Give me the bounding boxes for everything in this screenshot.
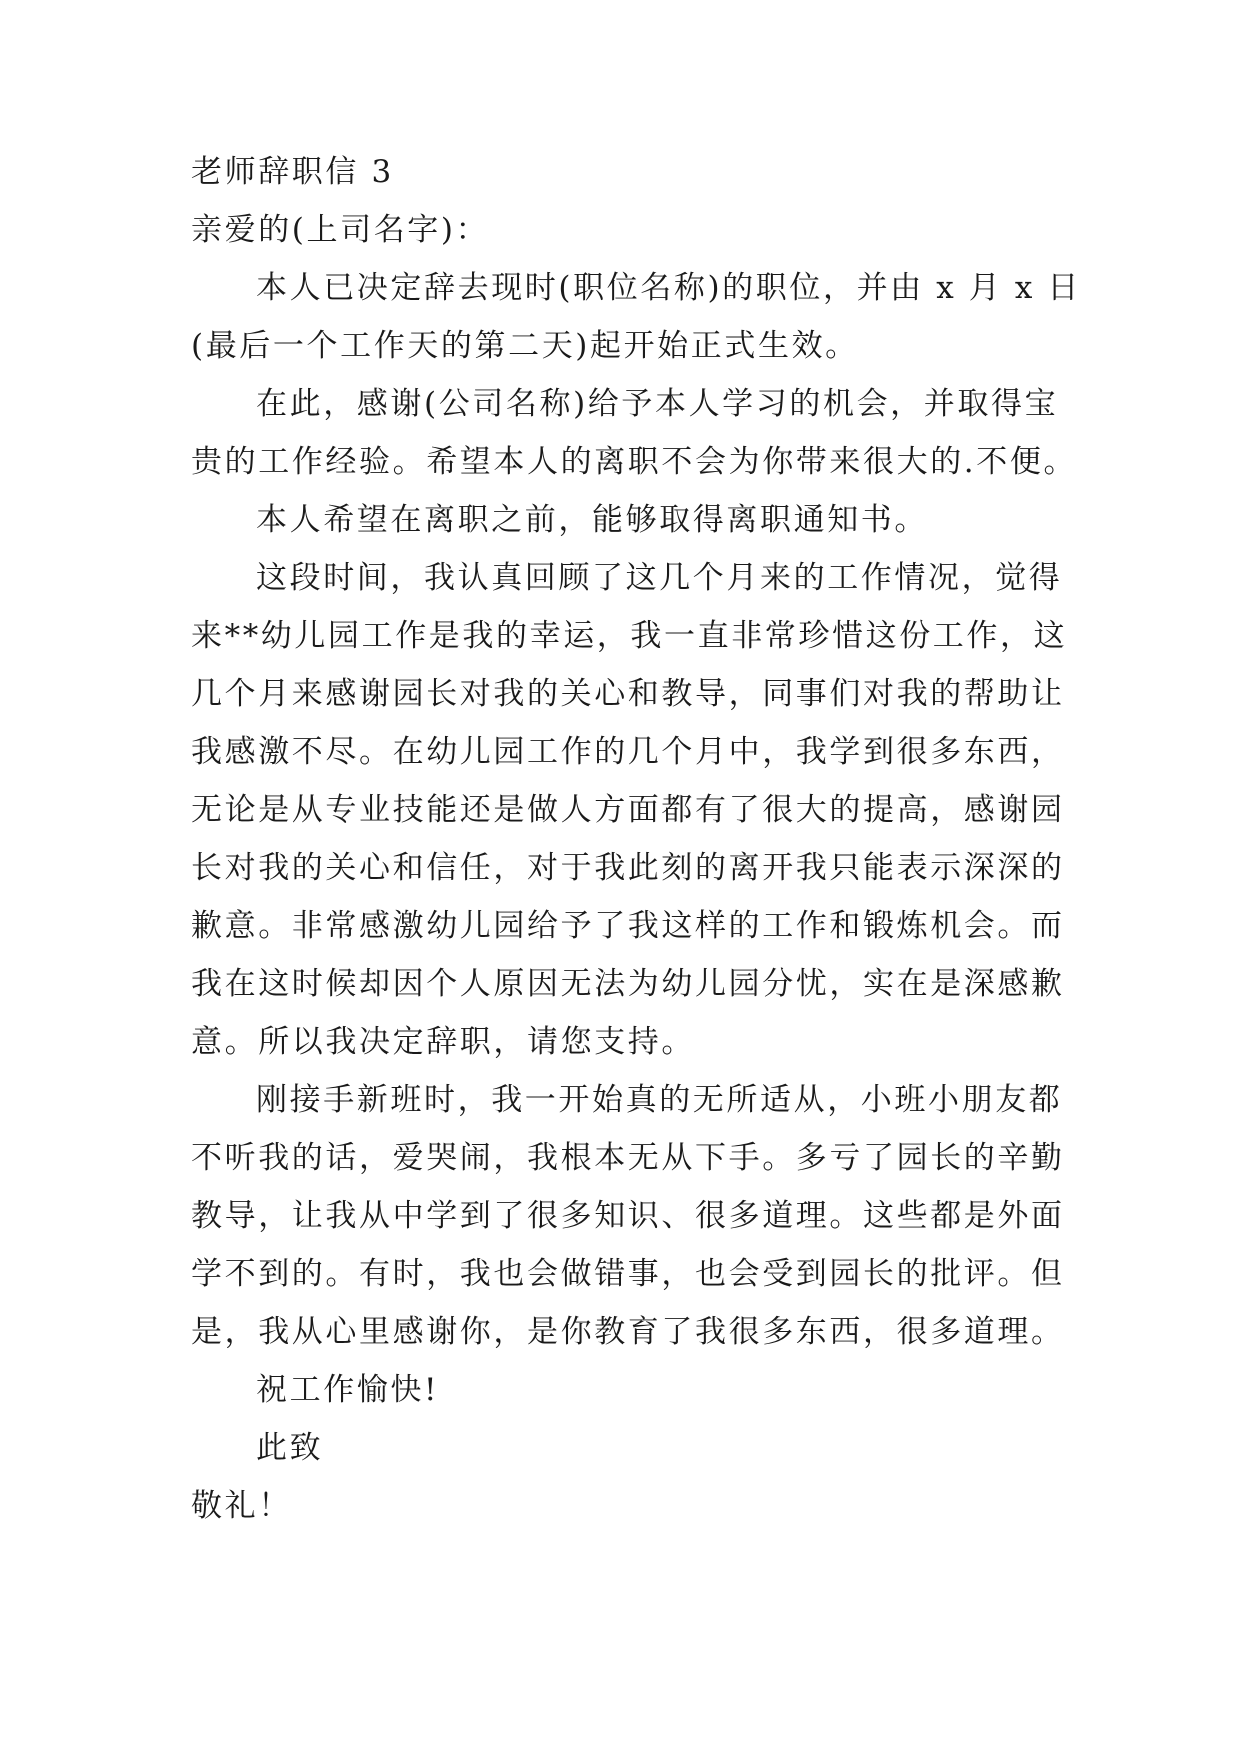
- paragraph-line: 来**幼儿园工作是我的幸运，我一直非常珍惜这份工作，这: [191, 618, 1068, 654]
- paragraph-line: 我在这时候却因个人原因无法为幼儿园分忧，实在是深感歉: [191, 966, 1065, 1002]
- paragraph-line: 歉意。非常感激幼儿园给予了我这样的工作和锻炼机会。而: [191, 908, 1065, 944]
- paragraph-line: 这段时间，我认真回顾了这几个月来的工作情况，觉得: [256, 560, 1063, 596]
- paragraph-line: 刚接手新班时，我一开始真的无所适从，小班小朋友都: [256, 1082, 1063, 1118]
- paragraph-line: 学不到的。有时，我也会做错事，也会受到园长的批评。但: [191, 1256, 1065, 1292]
- paragraph-line: 我感激不尽。在幼儿园工作的几个月中，我学到很多东西，: [191, 734, 1065, 770]
- closing-regards: 敬礼！: [191, 1488, 292, 1524]
- paragraph-line: 是，我从心里感谢你，是你教育了我很多东西，很多道理。: [191, 1314, 1065, 1350]
- paragraph-line: 不听我的话，爱哭闹，我根本无从下手。多亏了园长的辛勤: [191, 1140, 1065, 1176]
- greeting: 亲爱的(上司名字)：: [191, 212, 490, 248]
- paragraph-line: (最后一个工作天的第二天)起开始正式生效。: [191, 328, 859, 364]
- paragraph-line: 本人已决定辞去现时(职位名称)的职位，并由 x 月 x 日: [256, 270, 1081, 306]
- paragraph-line: 几个月来感谢园长对我的关心和教导，同事们对我的帮助让: [191, 676, 1065, 712]
- paragraph-line: 教导，让我从中学到了很多知识、很多道理。这些都是外面: [191, 1198, 1065, 1234]
- paragraph-line: 无论是从专业技能还是做人方面都有了很大的提高，感谢园: [191, 792, 1065, 828]
- paragraph-line: 本人希望在离职之前，能够取得离职通知书。: [256, 502, 928, 538]
- paragraph-line: 长对我的关心和信任，对于我此刻的离开我只能表示深深的: [191, 850, 1065, 886]
- closing-salutation: 此致: [256, 1430, 324, 1466]
- paragraph-line: 贵的工作经验。希望本人的离职不会为你带来很大的.不便。: [191, 444, 1078, 480]
- paragraph-line: 意。所以我决定辞职，请您支持。: [191, 1024, 695, 1060]
- paragraph-line: 在此，感谢(公司名称)给予本人学习的机会，并取得宝: [256, 386, 1059, 422]
- document-title: 老师辞职信 3: [191, 154, 394, 190]
- closing-wish: 祝工作愉快!: [256, 1372, 440, 1408]
